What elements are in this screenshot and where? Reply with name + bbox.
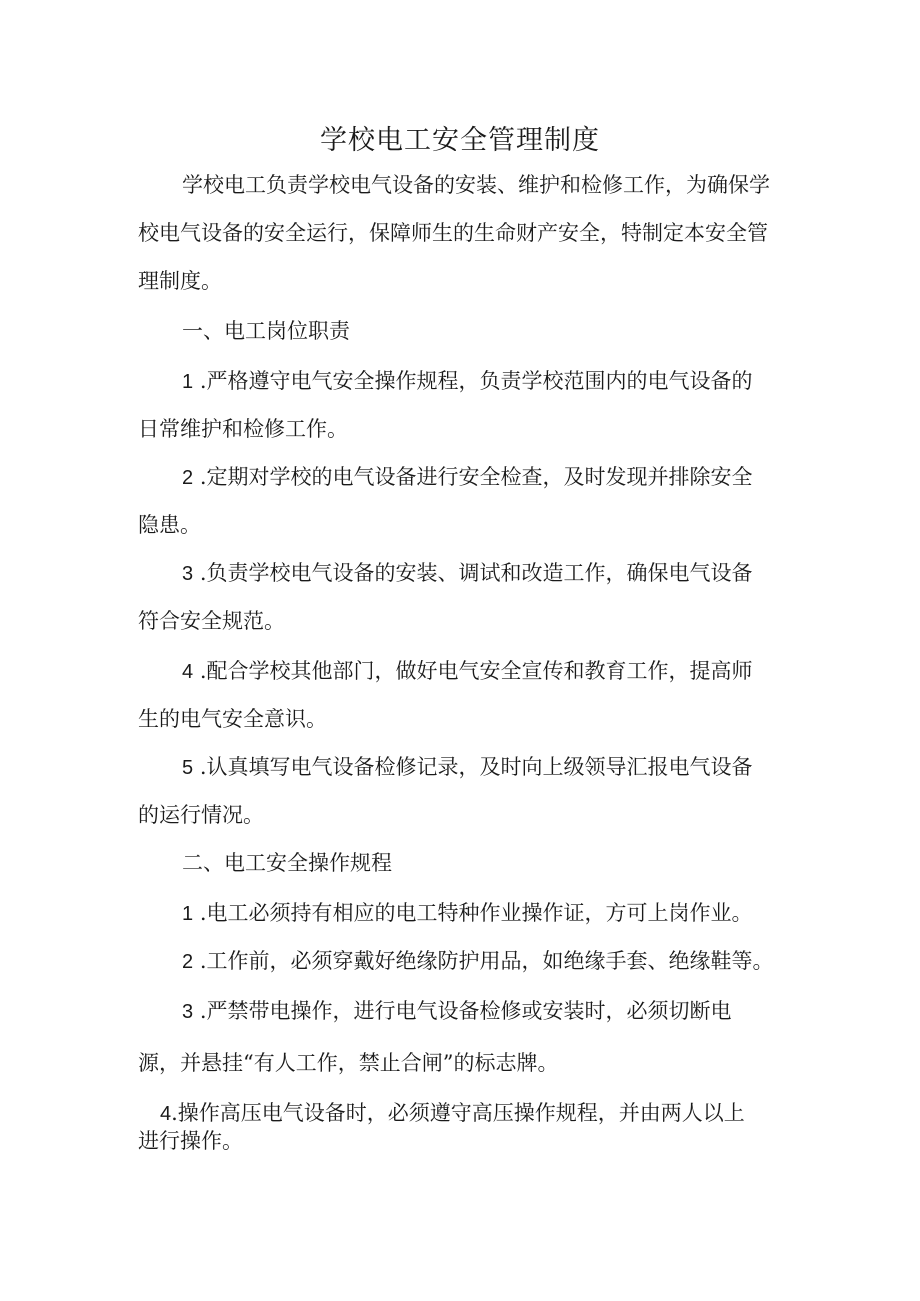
section1-item-2 [182,462,753,493]
section2-item-4 [160,1098,745,1129]
section1-item-4 [182,656,753,687]
item-text: .定期对学校的电气设备进行安全检查，及时发现并排除安全 [199,465,753,489]
section1-item-3-cont: 符合安全规范。 [138,609,285,633]
item-text: .操作高压电气设备时，必须遵守高压操作规程，并由两人以上 [171,1101,745,1125]
section1-item-1-cont: 日常维护和检修工作。 [138,417,348,441]
item-number: 2 [182,951,194,973]
section1-item-1 [182,366,753,397]
item-number: 3 [182,1001,194,1023]
item-text: .负责学校电气设备的安装、调试和改造工作，确保电气设备 [199,561,753,585]
item-text: .严禁带电操作，进行电气设备检修或安装时，必须切断电 [199,999,732,1023]
document-title: 学校电工安全管理制度 [320,125,600,156]
section2-item-4-cont: 进行操作。 [138,1129,243,1153]
section1-item-3 [182,558,753,589]
section1-item-4-cont: 生的电气安全意识。 [138,707,327,731]
item-text: .配合学校其他部门，做好电气安全宣传和教育工作，提高师 [199,659,753,683]
section1-item-5 [182,752,753,783]
section1-item-5-cont: 的运行情况。 [138,803,264,827]
section2-heading: 二、电工安全操作规程 [182,851,392,875]
section1-heading: 一、电工岗位职责 [182,319,350,343]
item-number: 1 [182,903,194,925]
item-text: .严格遵守电气安全操作规程，负责学校范围内的电气设备的 [199,369,753,393]
item-text: .工作前，必须穿戴好绝缘防护用品，如绝缘手套、绝缘鞋等。 [199,949,774,973]
item-number: 5 [182,757,194,779]
intro-line-2: 校电气设备的安全运行，保障师生的生命财产安全，特制定本安全管 [138,221,768,245]
section2-item-3-cont: 源，并悬挂“有人工作，禁止合闸”的标志牌。 [138,1051,559,1075]
item-number: 4 [160,1103,172,1125]
intro-line-1: 学校电工负责学校电气设备的安装、维护和检修工作，为确保学 [182,173,770,197]
item-text: .电工必须持有相应的电工特种作业操作证，方可上岗作业。 [199,901,753,925]
item-number: 3 [182,563,194,585]
item-text: .认真填写电气设备检修记录，及时向上级领导汇报电气设备 [199,755,753,779]
item-number: 1 [182,371,194,393]
section1-item-2-cont: 隐患。 [138,513,201,537]
section2-item-2 [182,946,774,977]
item-number: 4 [182,661,194,683]
intro-line-3: 理制度。 [138,269,222,293]
section2-item-1 [182,898,753,929]
item-number: 2 [182,467,194,489]
section2-item-3 [182,996,732,1027]
